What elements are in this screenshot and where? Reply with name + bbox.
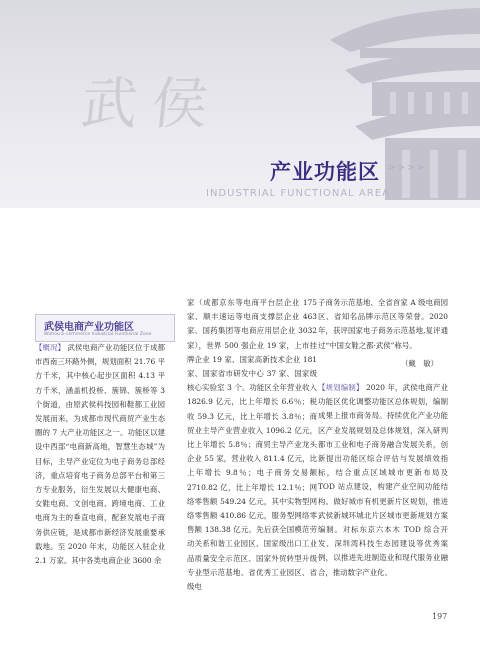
paragraph-continued <box>187 296 317 594</box>
article-title: 武侯电商产业功能区 <box>44 322 134 333</box>
header-banner <box>0 0 480 208</box>
paragraph-overview <box>35 341 165 568</box>
text-column-1 <box>35 341 165 568</box>
paragraph-planning <box>318 381 448 580</box>
paragraph-text: 家（成都京东等电商平台层企业 175 家、顺丰速运等电商支撑层企业 463 家、国药集团等电商应用层企业 3032 家），世界 500 强企业 19 家，上市挂牌企业 19 家、国家高新技术企业 181 家、国家省市研发中心 37 家、国家级核心实验室 3 个。功能区全年营业收入 1826.9 亿元，比上年增长 6.6％；税收 59.3 亿元，比上年增长 3.8％；商贸业主导产业营业收入 1096.2 亿元，比上年增长 5.8％；商贸主导产业龙头企业 55 家，营业收入 811.4 亿元，比上年增长 9.8％；电子商务交易额 2710.82 亿，比上年增长 12.1％；网络零售额 549.24 亿元，其中实物型网络零售额 410.86 亿元，服务型网络零售额 138.38 亿元。先后获全国模范劳动关系和谐工业园区、国家级出口工业品质量安全示范区、国家外贸转型升级专业型示范基地、省优秀工业园区、省级电 <box>187 298 317 592</box>
author-signature: （戴 敏） <box>401 358 438 368</box>
paragraph-continued <box>318 296 448 353</box>
section-subtitle: INDUSTRIAL FUNCTIONAL AREA <box>206 188 390 199</box>
text-column-2 <box>187 296 317 594</box>
text-column-3 <box>318 296 448 580</box>
wuhou-calligraphy: 武侯 <box>78 72 225 137</box>
section-title: 产业功能区 <box>270 160 380 184</box>
paragraph-text: 武侯电商产业功能区位于成都市西南三环路外侧，规划面积 21.76 平方千米，其中核心起步区面积 4.13 平方千米，涵盖机投桥、簇锦、簇桥等 3 个街道，由原武侯科技园和鞋都工业园发展而来，为成都市现代商贸产业生态圈的 7 大产业功能区之一。功能区以建设中西部“电商新高地，智慧生态城”为目标，主导产业定位为电子商务总部经济，重点培育电子商务总部平台和第三方专业服务，衍生发展以大健康电商、女鞋电商、文创电商、跨境电商、工业电商为主的垂直电商，配套发展电子商务供应链，是成都市新经济发展重要承载地。至 2020 年末，功能区入驻企业 2.1 万家。其中各类电商企业 3600 余 <box>35 343 165 566</box>
page-number: 197 <box>432 612 448 621</box>
paragraph-tag: 【规划编制】 <box>318 383 364 393</box>
paragraph-text: 2020 年，武侯电商产业功能区优化调整功能区总体规划，编制成果上报市商务局。持续优化产业功能区产业发展规划及总体规划，深入研判都市工业和电子商务融合发展关系，创新提出功能区综合评估与发展绩效指标，结合重点区域城市更新布局及 TOD 站点建设，构建产业空间功能结构。做好城市有机更新片区规划，推进武侯新城环城北片区城市更新规划方案编制。对标东京六本木 TOD 综合开发、深圳湾科技生态园建设等优秀案例，以推进先进制造业和现代服务业融合，推动数字产业化、 <box>318 383 448 577</box>
paragraph-tag: 【概况】 <box>35 343 66 352</box>
paragraph-text: 子商务示范基地、全省首家 A 级电商园区、省知名品牌示范区等荣誉。2020 年，获评国家电子商务示范基地,复评通过“中国女鞋之都·武侯”称号。 <box>318 298 448 350</box>
chevron-right-icon: >>>> <box>388 163 427 173</box>
article-title-en: Wuhou E-commerce Industrial Functional Zone <box>44 332 152 337</box>
article-title-box <box>35 314 175 342</box>
